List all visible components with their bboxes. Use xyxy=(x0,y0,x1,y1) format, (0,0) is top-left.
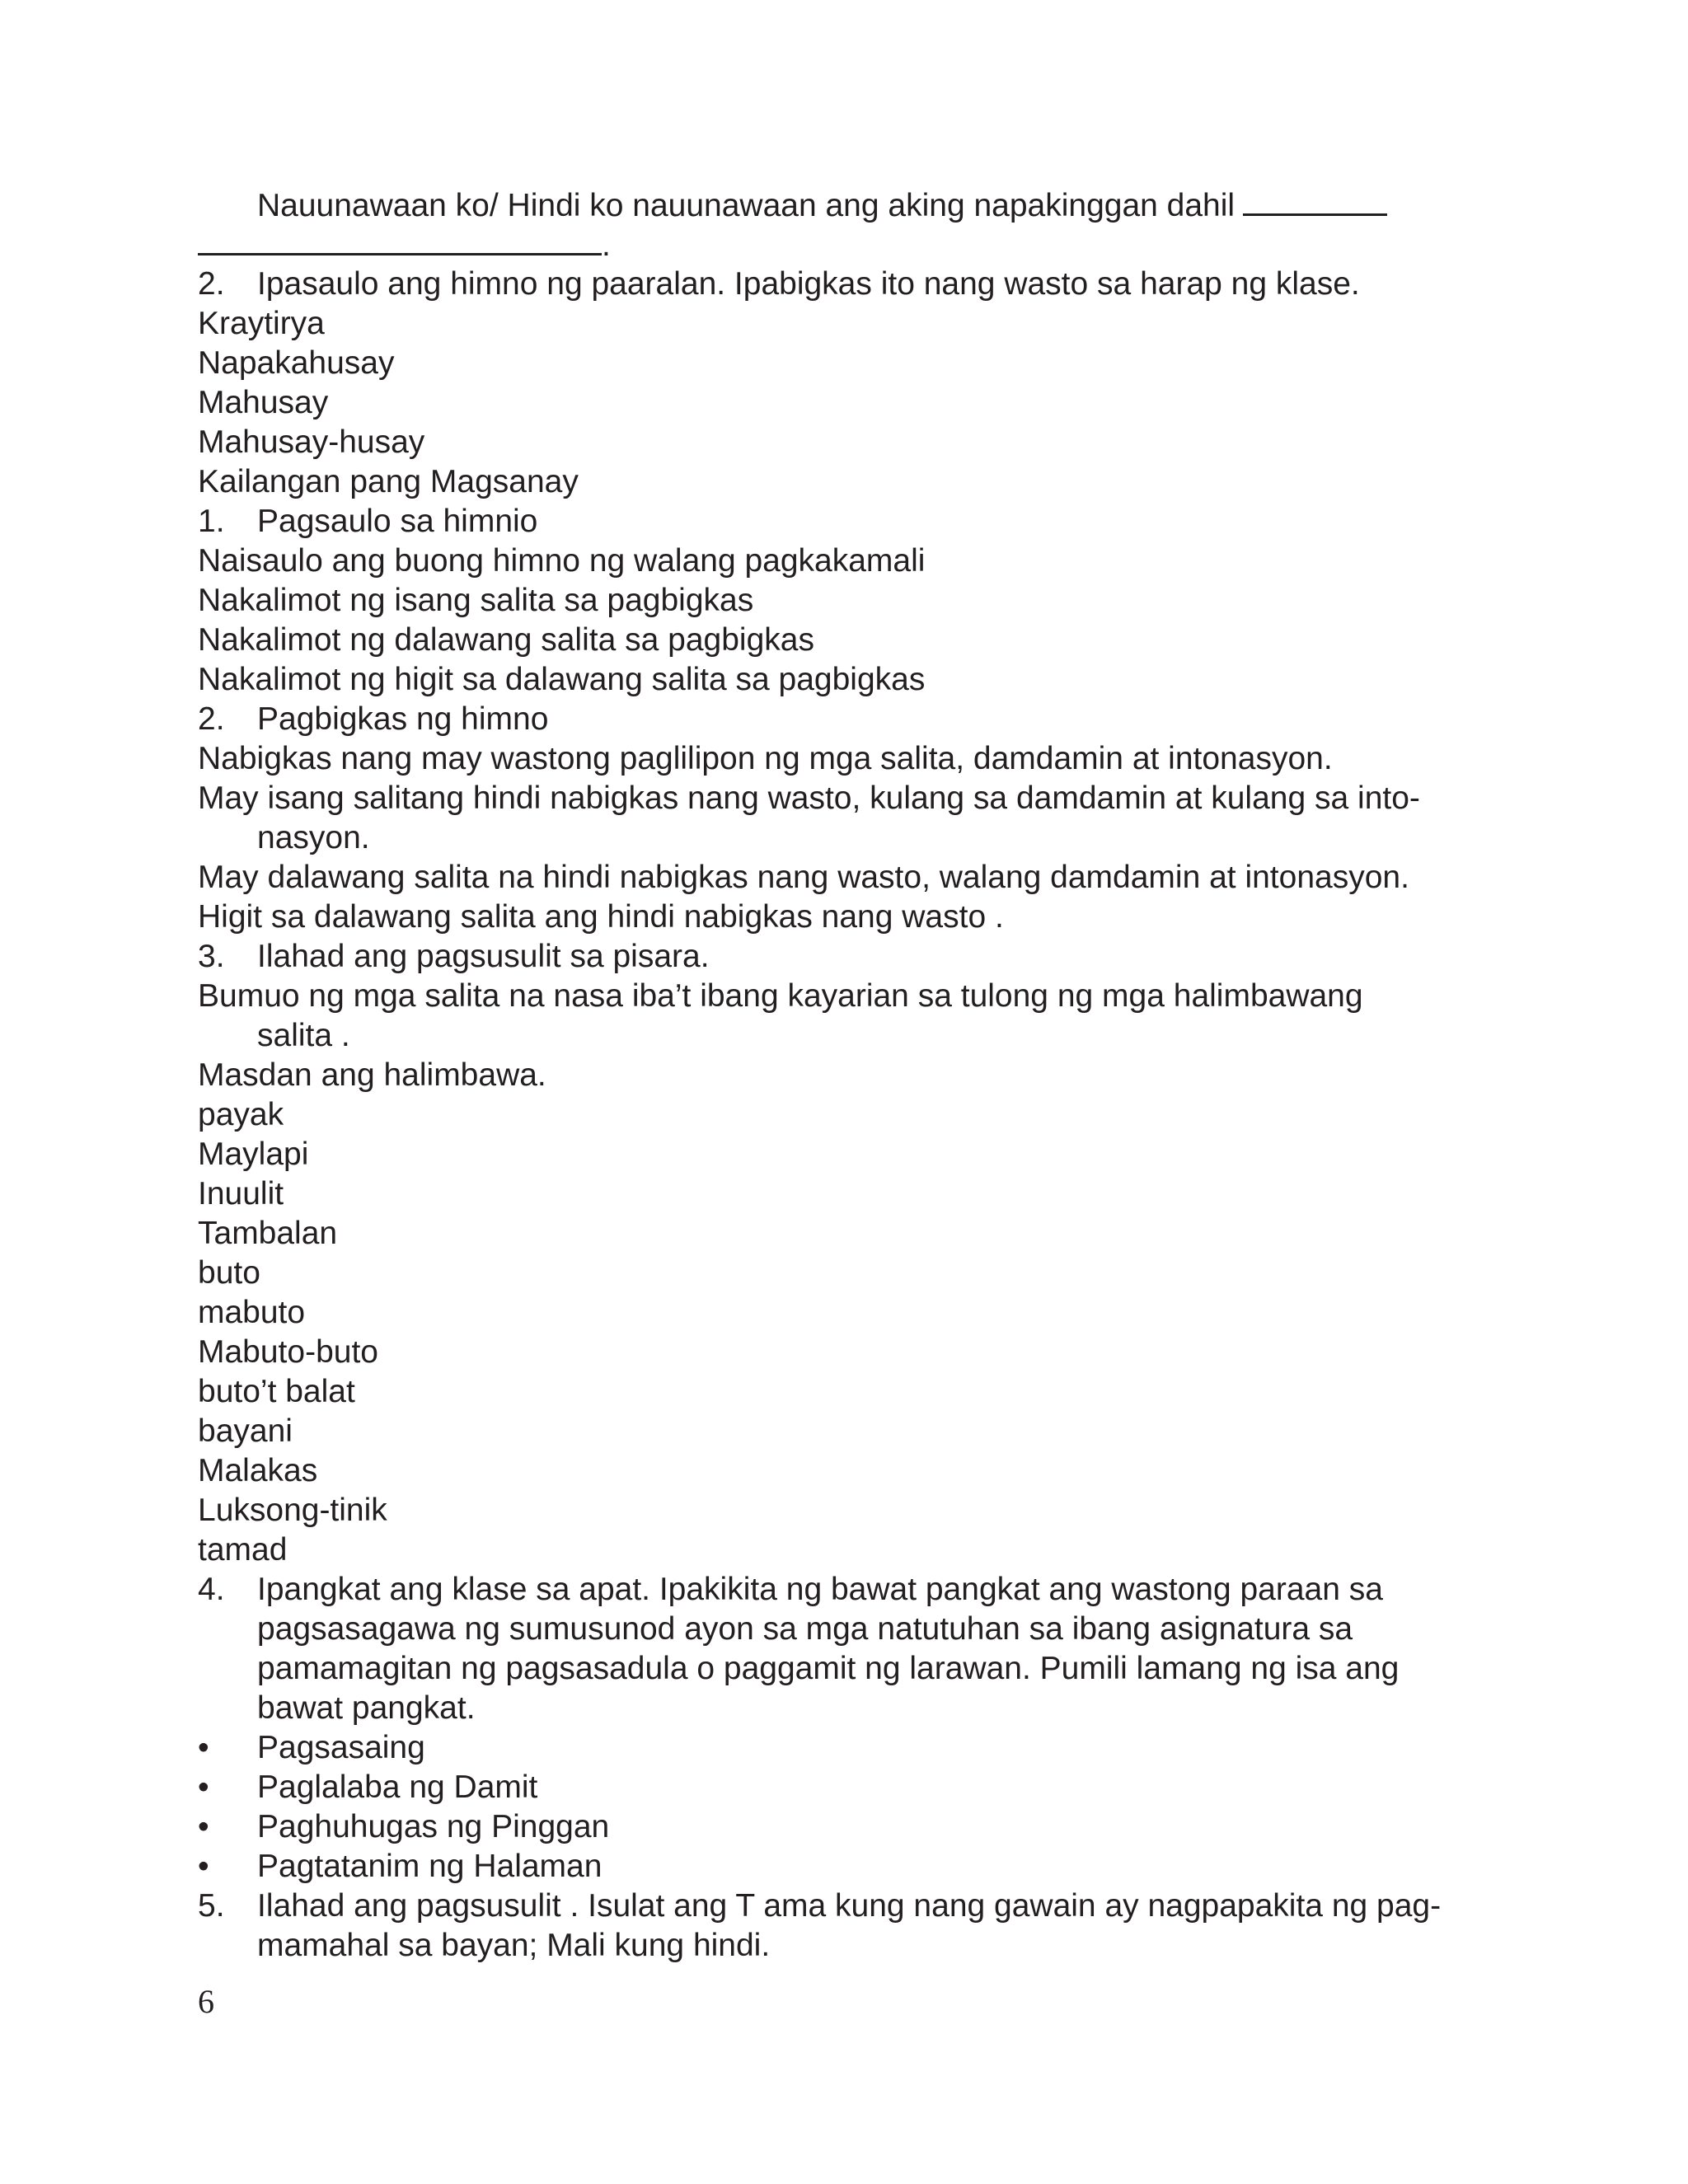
word-list-item: payak xyxy=(198,1097,284,1132)
word-list-item: buto’t balat xyxy=(198,1374,355,1409)
bullet-item xyxy=(198,1728,1517,1768)
item-text-block xyxy=(257,1886,1441,1966)
word-list-item: buto xyxy=(198,1255,260,1291)
item-4 xyxy=(198,1570,1517,1728)
item-number: 2. xyxy=(198,266,225,302)
rubric-header: Mahusay xyxy=(198,385,329,420)
item-number: 3. xyxy=(198,939,225,974)
instruction-continuation: salita . xyxy=(257,1018,350,1053)
answer-blank-continuation xyxy=(198,225,602,255)
document-body xyxy=(198,185,1517,1966)
criterion-number: 2. xyxy=(198,701,225,737)
item-2 xyxy=(198,265,1517,304)
word-list-item: Inuulit xyxy=(198,1176,284,1212)
criterion-title: Pagsaulo sa himnio xyxy=(257,504,538,539)
rubric-header: Kailangan pang Magsanay xyxy=(198,464,579,499)
instruction-line: Bumuo ng mga salita na nasa iba’t ibang kayarian sa tulong ng mga halimbawang xyxy=(198,978,1363,1014)
item-text-line: pamamagitan ng pagsasadula o paggamit ng larawan. Pumili lamang ng isa ang xyxy=(257,1651,1400,1686)
intro-line xyxy=(198,185,1517,225)
bullet-icon: • xyxy=(198,1849,209,1884)
word-list-item: Tambalan xyxy=(198,1216,338,1251)
criterion-level-continuation: nasyon. xyxy=(257,820,370,855)
criterion-level: Naisaulo ang buong himno ng walang pagkakamali xyxy=(198,543,926,579)
word-list-item: Mabuto-buto xyxy=(198,1334,378,1370)
bullet-item xyxy=(198,1807,1517,1847)
bullet-item xyxy=(198,1768,1517,1807)
rubric-header: Napakahusay xyxy=(198,345,395,381)
item-text-line: Ipangkat ang klase sa apat. Ipakikita ng bawat pangkat ang wastong paraan sa xyxy=(257,1572,1383,1607)
criterion-level: Nabigkas nang may wastong paglilipon ng mga salita, damdamin at intonasyon. xyxy=(198,741,1333,776)
bullet-item xyxy=(198,1847,1517,1886)
intro-end: . xyxy=(602,227,611,263)
criterion-title: Pagbigkas ng himno xyxy=(257,701,549,737)
item-text-line: bawat pangkat. xyxy=(257,1690,476,1726)
criterion-number: 1. xyxy=(198,504,225,539)
criterion-level: Nakalimot ng dalawang salita sa pagbigkas xyxy=(198,622,814,658)
bullet-icon: • xyxy=(198,1809,209,1844)
criterion-level: May isang salitang hindi nabigkas nang wasto, kulang sa damdamin at kulang sa into- xyxy=(198,780,1420,816)
word-list-item: Maylapi xyxy=(198,1137,309,1172)
item-3 xyxy=(198,937,1517,977)
intro-continuation xyxy=(198,225,1517,265)
rubric-header: Mahusay-husay xyxy=(198,424,425,460)
item-text: Ipasaulo ang himno ng paaralan. Ipabigkas ito nang wasto sa harap ng klase. xyxy=(257,266,1360,302)
item-5 xyxy=(198,1886,1517,1966)
bullet-text: Pagsasaing xyxy=(257,1730,425,1765)
criterion-1 xyxy=(198,502,1517,541)
bullet-icon: • xyxy=(198,1769,209,1805)
criterion-level: Nakalimot ng isang salita sa pagbigkas xyxy=(198,583,754,618)
intro-text: Nauunawaan ko/ Hindi ko nauunawaan ang aking napakinggan dahil xyxy=(257,188,1236,223)
criterion-2 xyxy=(198,700,1517,739)
word-list-item: mabuto xyxy=(198,1295,306,1330)
answer-blank xyxy=(1243,185,1387,216)
example-label: Masdan ang halimbawa. xyxy=(198,1057,546,1093)
bullet-text: Paglalaba ng Damit xyxy=(257,1769,538,1805)
word-list-item: tamad xyxy=(198,1532,288,1568)
bullet-text: Paghuhugas ng Pinggan xyxy=(257,1809,610,1844)
item-number: 5. xyxy=(198,1888,225,1924)
item-number: 4. xyxy=(198,1572,225,1607)
criterion-level: May dalawang salita na hindi nabigkas nang wasto, walang damdamin at intonasyon. xyxy=(198,860,1409,895)
criterion-level: Higit sa dalawang salita ang hindi nabigkas nang wasto . xyxy=(198,899,1004,935)
item-text-line: Ilahad ang pagsusulit . Isulat ang T ama kung nang gawain ay nagpapakita ng pag- xyxy=(257,1888,1442,1924)
bullet-text: Pagtatanim ng Halaman xyxy=(257,1849,603,1884)
rubric-header: Kraytirya xyxy=(198,306,325,341)
bullet-icon: • xyxy=(198,1730,209,1765)
item-text-block xyxy=(257,1570,1399,1728)
item-text: Ilahad ang pagsusulit sa pisara. xyxy=(257,939,710,974)
item-text-line: pagsasagawa ng sumusunod ayon sa mga natutuhan sa ibang asignatura sa xyxy=(257,1611,1353,1647)
page-number: 6 xyxy=(198,1983,214,2020)
word-list-item: Malakas xyxy=(198,1453,318,1488)
word-list-item: bayani xyxy=(198,1413,293,1449)
word-list-item: Luksong-tinik xyxy=(198,1493,387,1528)
item-text-line: mamahal sa bayan; Mali kung hindi. xyxy=(257,1928,771,1963)
criterion-level: Nakalimot ng higit sa dalawang salita sa pagbigkas xyxy=(198,662,926,697)
